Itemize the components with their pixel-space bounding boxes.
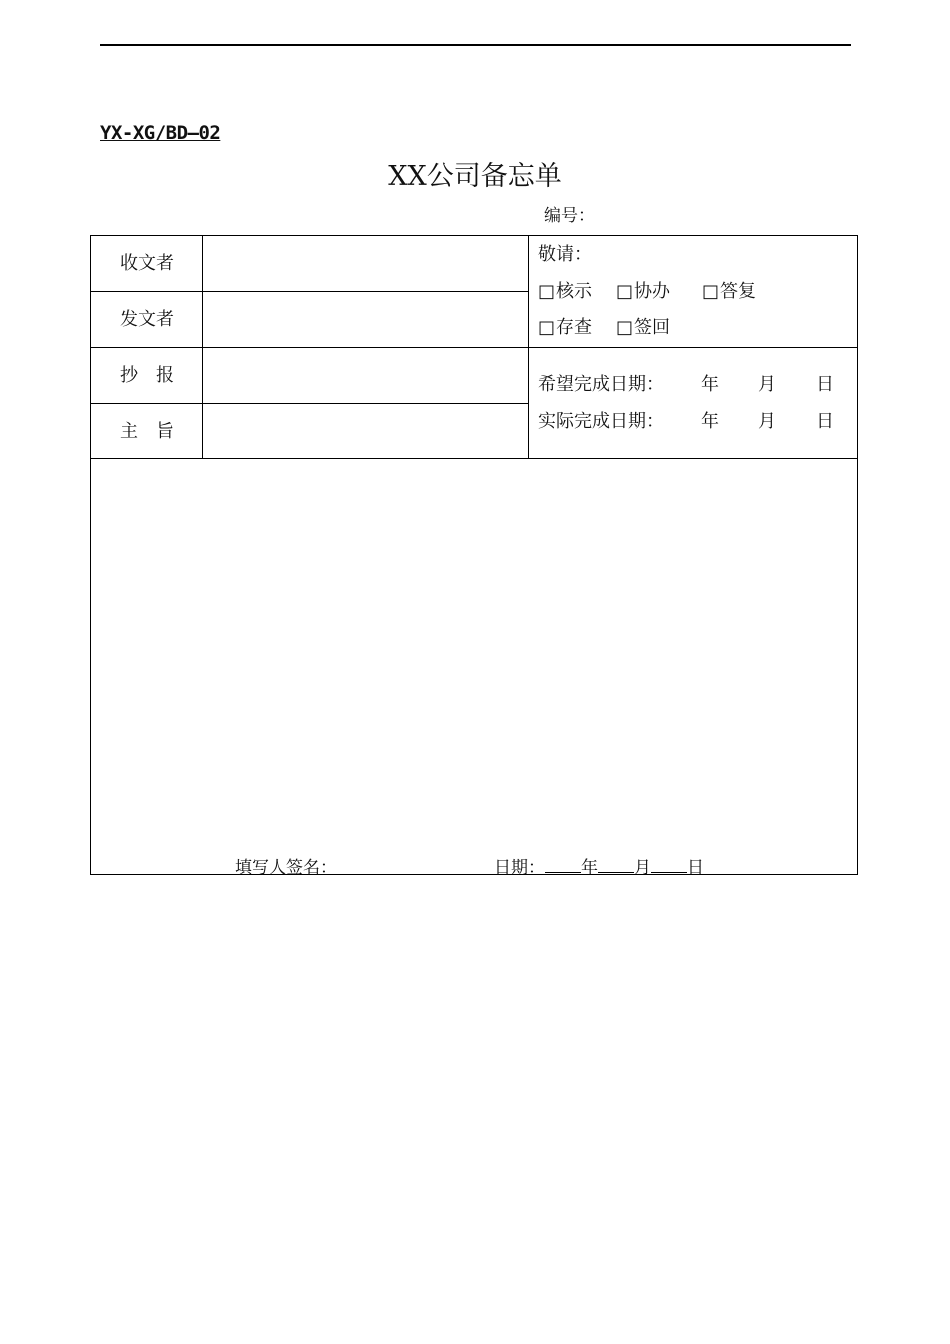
top-rule (100, 44, 851, 46)
actual-day-label: 日 (816, 411, 834, 432)
option-approve[interactable] (538, 277, 616, 303)
request-options-row-1 (538, 277, 756, 303)
footer-date-label: 日期： (494, 858, 545, 878)
option-label: 答复 (720, 281, 757, 302)
checkbox-icon: □ (538, 317, 556, 338)
option-label: 核示 (556, 281, 593, 302)
checkbox-icon: □ (616, 317, 634, 338)
footer-year-blank[interactable] (545, 856, 581, 873)
subject-label: 主 旨 (120, 421, 174, 442)
option-return-signed[interactable] (616, 313, 670, 339)
sender-label: 发文者 (120, 309, 174, 330)
option-assist[interactable] (616, 277, 702, 303)
request-label: 敬请： (538, 244, 592, 265)
footer-date (494, 853, 704, 878)
footer-day-blank[interactable] (651, 856, 687, 873)
checkbox-icon: □ (538, 281, 556, 302)
footer-year-label: 年 (581, 858, 598, 878)
checkbox-icon: □ (616, 281, 634, 302)
memo-body-field[interactable] (91, 459, 857, 839)
option-file[interactable] (538, 313, 616, 339)
option-label: 协办 (634, 281, 671, 302)
expected-year-label: 年 (701, 374, 719, 395)
option-label: 存查 (556, 317, 593, 338)
sender-field[interactable] (203, 292, 528, 347)
actual-month-label: 月 (758, 411, 776, 432)
cc-field[interactable] (203, 348, 528, 403)
checkbox-icon: □ (702, 281, 720, 302)
actual-date-label: 实际完成日期： (538, 411, 664, 432)
expected-month-label: 月 (758, 374, 776, 395)
footer-day-label: 日 (687, 858, 704, 878)
cc-label: 抄 报 (120, 365, 174, 386)
subject-field[interactable] (203, 404, 528, 458)
request-options-row-2 (538, 313, 670, 339)
footer-month-blank[interactable] (598, 856, 634, 873)
memo-form (90, 235, 858, 878)
expected-day-label: 日 (816, 374, 834, 395)
document-code: YX-XG/BD—02 (100, 122, 221, 144)
receiver-label: 收文者 (120, 253, 174, 274)
expected-date-label: 希望完成日期： (538, 374, 664, 395)
option-label: 签回 (634, 317, 671, 338)
option-reply[interactable] (702, 277, 756, 303)
document-title: XX公司备忘单 (388, 161, 562, 192)
actual-year-label: 年 (701, 411, 719, 432)
footer-month-label: 月 (634, 858, 651, 878)
receiver-field[interactable] (203, 236, 528, 291)
signature-label: 填写人签名： (235, 858, 337, 878)
document-number-label: 编号： (544, 206, 595, 226)
